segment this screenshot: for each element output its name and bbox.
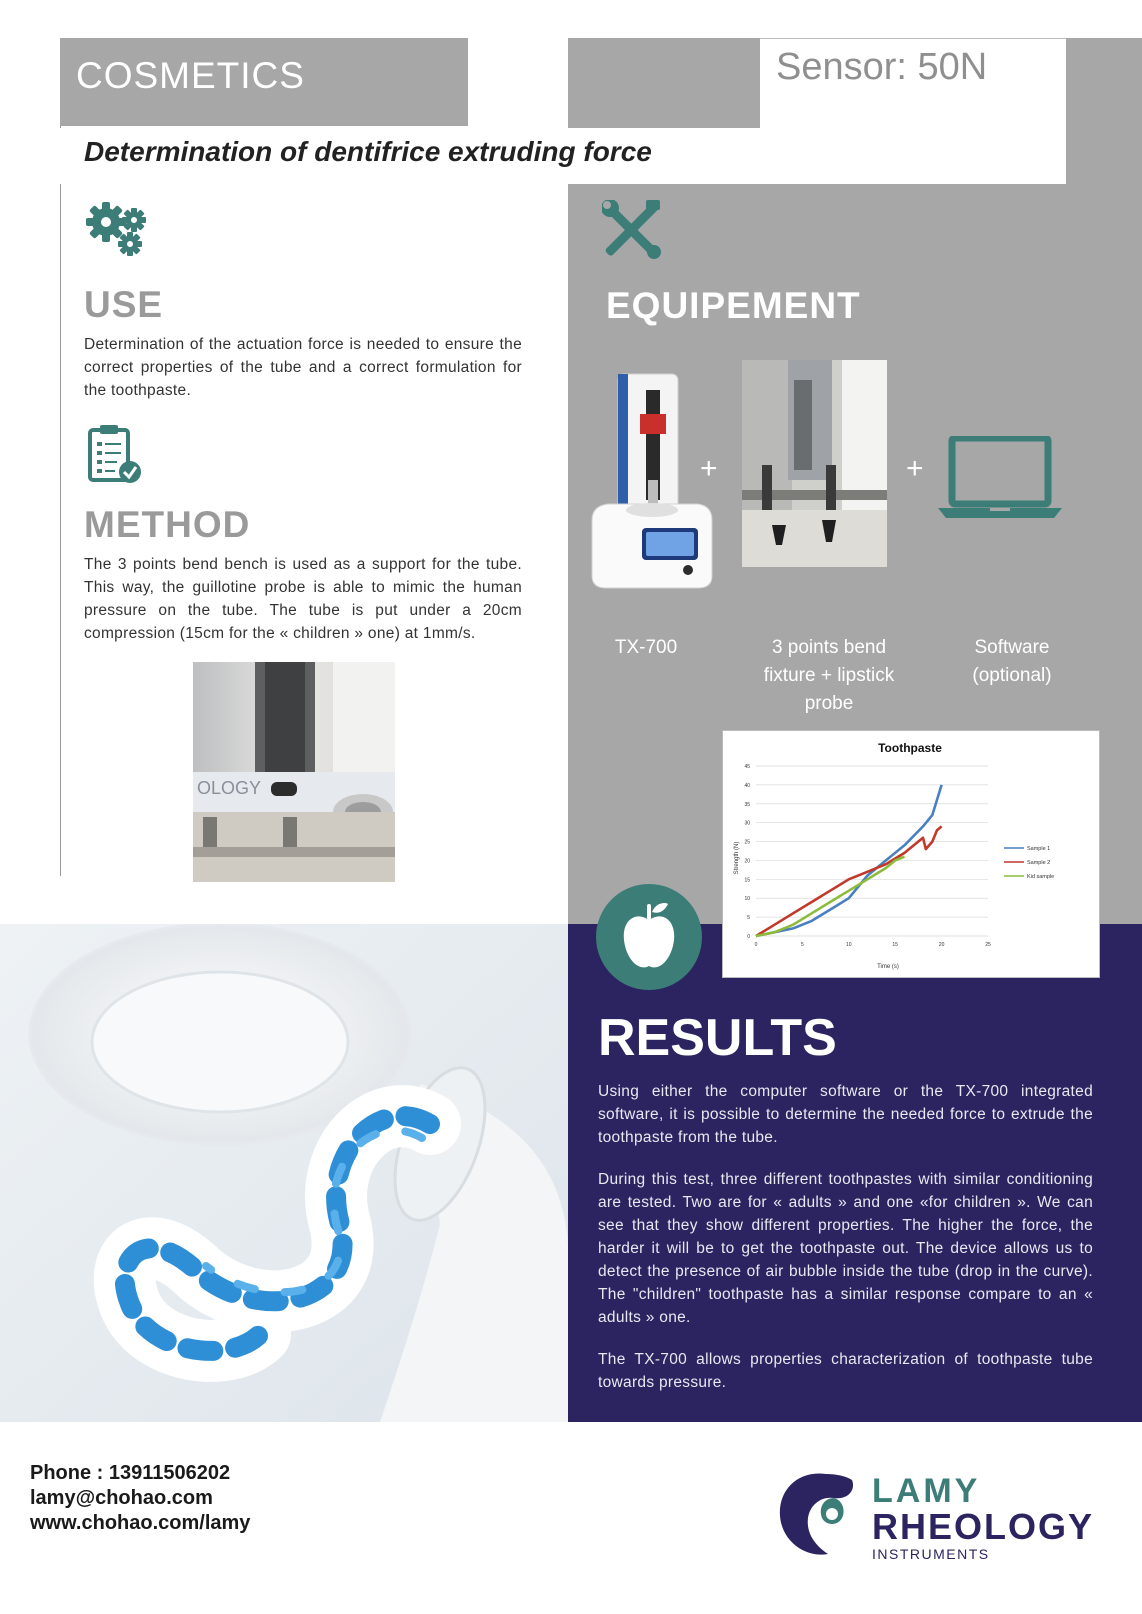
equipment-label-software: Software (optional)	[972, 637, 1052, 686]
clipboard-check-icon	[88, 424, 142, 484]
contact-website[interactable]: www.chohao.com/lamy	[30, 1512, 251, 1534]
method-text: The 3 points bend bench is used as a support for the tube. This way, the guillotine probe is able to mimic the human pressure on the tube. The tube is put under a 20cm compression (15cm for the « children » one) at 1mm/s.	[84, 556, 522, 642]
logo-text-instruments: INSTRUMENTS	[872, 1546, 990, 1562]
y-tick-label: 35	[744, 801, 750, 808]
x-tick-label: 25	[985, 942, 991, 948]
x-tick-label: 0	[754, 942, 758, 948]
sensor-label: Sensor: 50N	[776, 46, 988, 88]
laptop-icon	[938, 436, 1062, 520]
legend-label: Sample 2	[1027, 860, 1051, 866]
plus-sign: +	[700, 452, 718, 485]
apple-icon	[622, 900, 676, 972]
chart-x-label: Time (s)	[877, 964, 899, 970]
plus-sign: +	[906, 452, 924, 485]
use-text: Determination of the actuation force is needed to ensure the correct properties of the tube and a correct formulation for the toothpaste.	[84, 336, 522, 399]
results-heading: RESULTS	[598, 1009, 837, 1067]
gears-icon	[84, 202, 148, 258]
y-tick-label: 10	[744, 896, 750, 903]
page-title: Determination of dentifrice extruding force	[84, 136, 652, 167]
logo-text-rheology: RHEOLOGY	[872, 1506, 1095, 1547]
x-tick-label: 15	[892, 942, 898, 948]
chart-title: Toothpaste	[878, 741, 942, 755]
category-label: COSMETICS	[76, 55, 305, 96]
x-tick-label: 10	[846, 942, 852, 948]
contact-email[interactable]: lamy@chohao.com	[30, 1487, 213, 1509]
use-heading: USE	[84, 284, 164, 325]
y-tick-label: 40	[744, 782, 750, 789]
chart-grid	[756, 766, 988, 936]
method-heading: METHOD	[84, 504, 251, 545]
toothpaste-photo	[0, 924, 568, 1422]
y-tick-label: 15	[744, 877, 750, 884]
equipment-label-tx700: TX-700	[614, 637, 678, 658]
legend-label: Sample 1	[1027, 846, 1051, 852]
results-paragraph-3: The TX-700 allows properties characterization of toothpaste tube towards pressure.	[598, 1351, 1093, 1391]
contact-phone: Phone : 13911506202	[30, 1462, 231, 1484]
toothpaste-chart	[722, 730, 1098, 978]
y-tick-label: 45	[744, 764, 750, 770]
series-line-2	[756, 826, 942, 936]
results-paragraph-1: Using either the computer software or the TX-700 integrated software, it is possible to determine the needed force to extrude the toothpaste from the tube.	[598, 1083, 1093, 1146]
divider	[60, 126, 61, 876]
wrench-screwdriver-icon	[602, 200, 662, 260]
y-tick-label: 25	[744, 839, 750, 846]
chart-y-label: Strength (N)	[734, 841, 740, 875]
x-tick-label: 20	[938, 942, 945, 948]
chart-legend	[1004, 846, 1054, 880]
legend-label: Kid sample	[1027, 874, 1055, 880]
x-tick-label: 5	[801, 942, 804, 948]
fixture-probe-image	[742, 360, 887, 567]
tx700-instrument-image	[588, 370, 716, 590]
y-tick-label: 30	[744, 820, 750, 827]
results-paragraph-2: During this test, three different toothpastes with similar conditioning are tested. Two are for « adults » and one «for children ». We can see that they show different properties. The higher the force, the harder it will be to get the toothpaste out. The device allows us to detect the presence of air bubble inside the tube (drop in the curve). The "children" toothpaste has a similar response compare to an « adults » one.	[598, 1171, 1093, 1326]
y-tick-label: 0	[747, 934, 750, 940]
equipment-heading: EQUIPEMENT	[606, 285, 861, 326]
lamy-logo-icon	[776, 1468, 862, 1560]
series-line-3	[756, 857, 905, 936]
y-tick-label: 5	[747, 915, 750, 922]
y-tick-label: 20	[744, 858, 750, 865]
chart-x-axis	[755, 942, 991, 948]
svg-text:OLOGY: OLOGY	[197, 778, 262, 798]
chart-y-axis	[744, 764, 750, 940]
equipment-label-fixture: 3 points bend fixture + lipstick probe	[763, 637, 895, 714]
logo-text-lamy: LAMY	[872, 1472, 981, 1510]
method-photo	[193, 662, 395, 882]
